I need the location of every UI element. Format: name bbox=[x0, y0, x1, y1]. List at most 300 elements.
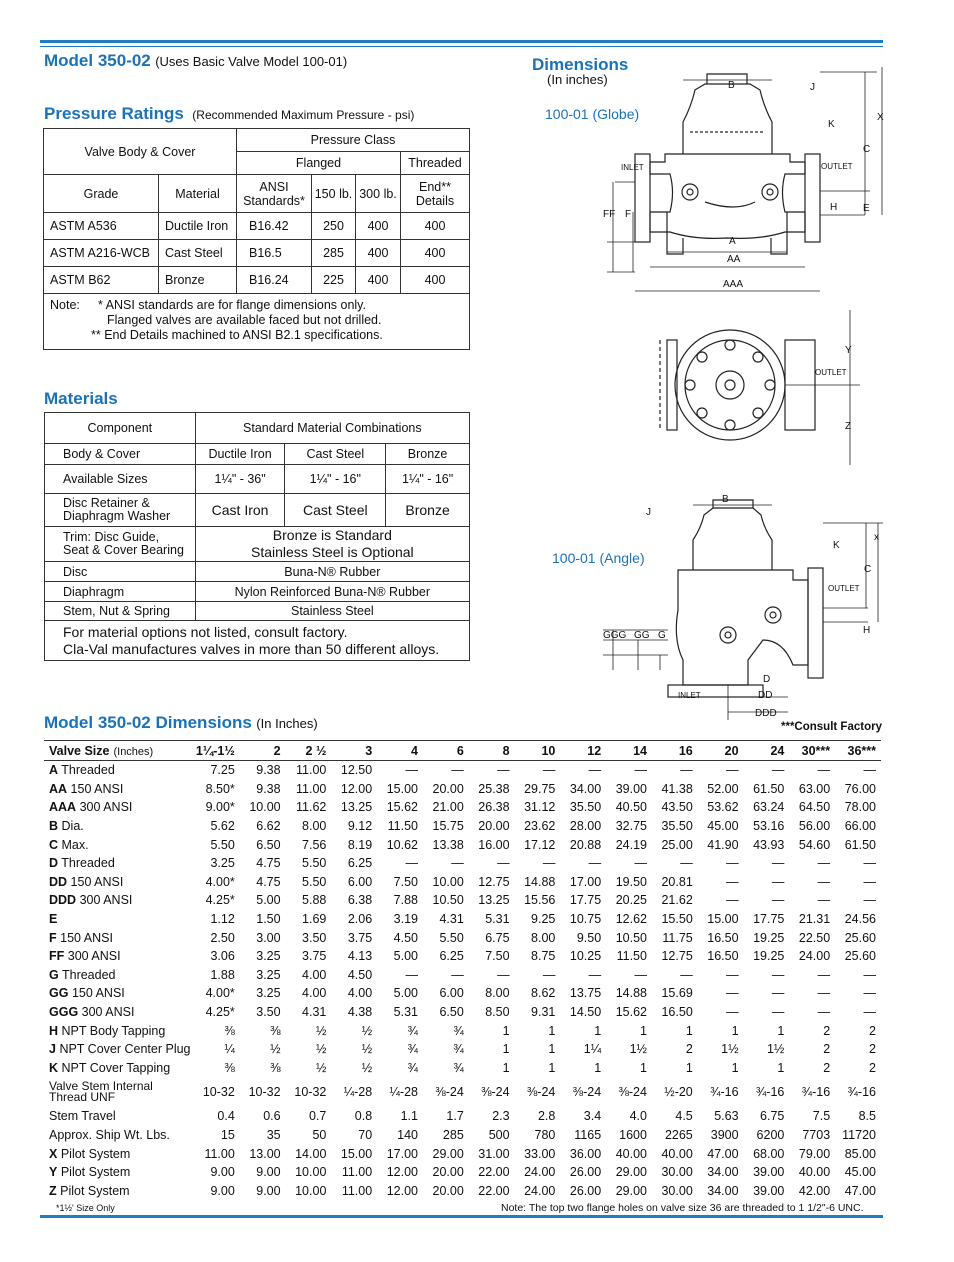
row-value: 42.00 bbox=[798, 1183, 831, 1198]
row-value: ¾ bbox=[453, 1023, 464, 1038]
row-value: 3.25 bbox=[256, 967, 281, 982]
row-value: 1.12 bbox=[210, 912, 235, 927]
row-value: 6.00 bbox=[439, 986, 464, 1001]
row-value: — bbox=[817, 967, 831, 982]
row-value: 9.12 bbox=[347, 819, 373, 834]
row-value: ⅜-24 bbox=[572, 1085, 602, 1100]
row-value: 20.00 bbox=[478, 819, 510, 834]
row-value: — bbox=[451, 967, 464, 982]
size-header: 16 bbox=[652, 741, 698, 761]
row-value: 26.00 bbox=[569, 1183, 602, 1198]
row-value: 20.88 bbox=[569, 837, 602, 852]
row-value: 7.50 bbox=[393, 874, 418, 889]
row-value: 41.90 bbox=[707, 837, 739, 852]
row-value: 31.12 bbox=[524, 800, 556, 815]
row-value: — bbox=[817, 874, 831, 889]
row-value: — bbox=[405, 763, 418, 778]
globe-label: 100-01 (Globe) bbox=[545, 106, 640, 122]
row-code: K bbox=[49, 1060, 59, 1075]
row-value: 9.00* bbox=[205, 800, 235, 815]
row-value: 10.00 bbox=[295, 1165, 327, 1180]
row-value: — bbox=[771, 967, 785, 982]
dim-ddd: DDD bbox=[755, 708, 777, 719]
size-header: 20 bbox=[698, 741, 744, 761]
row-value: 8.50 bbox=[485, 1005, 510, 1020]
model-heading bbox=[44, 51, 347, 71]
h-300: 300 lb. bbox=[356, 175, 401, 213]
row-value: ¾ bbox=[407, 1023, 418, 1038]
trim-label bbox=[45, 527, 196, 562]
p300-cell: 400 bbox=[356, 213, 401, 240]
row-value: — bbox=[634, 856, 647, 871]
row-value: ⅜ bbox=[270, 1060, 281, 1075]
row-value: — bbox=[771, 893, 785, 908]
row-value: — bbox=[863, 874, 876, 889]
row-value: — bbox=[726, 986, 739, 1001]
row-value: ½ bbox=[361, 1023, 373, 1038]
stem-thread-2: Thread UNF bbox=[49, 1090, 116, 1105]
row-value: 11.00 bbox=[341, 1165, 373, 1180]
h-component: Component bbox=[45, 413, 196, 444]
row-value: 6.00 bbox=[347, 874, 373, 889]
row-desc: 300 ANSI bbox=[79, 800, 133, 815]
table-row bbox=[44, 240, 470, 267]
h-material: Material bbox=[159, 175, 237, 213]
row-value: — bbox=[771, 1005, 785, 1020]
size-header: 2 ½ bbox=[286, 741, 332, 761]
dim-ggg: GGG bbox=[603, 630, 627, 641]
size-ductile: 1¼" - 36" bbox=[195, 465, 285, 494]
h-ansi-2: Standards* bbox=[243, 193, 305, 208]
row-label bbox=[44, 1181, 194, 1200]
row-value: 1¼ bbox=[583, 1042, 602, 1057]
row-value: 17.00 bbox=[569, 874, 602, 889]
table-row bbox=[44, 891, 881, 910]
row-value: 15.00 bbox=[386, 781, 418, 796]
row-value: — bbox=[680, 856, 693, 871]
row-value: — bbox=[863, 986, 876, 1001]
row-value: 39.00 bbox=[615, 781, 647, 796]
row-value: 1 bbox=[594, 1060, 602, 1075]
row-value: ⅜-24 bbox=[435, 1085, 464, 1100]
threaded-cell: 400 bbox=[401, 213, 470, 240]
body-cover-label: Body & Cover bbox=[45, 444, 196, 465]
pressure-title: Pressure Ratings bbox=[44, 104, 184, 123]
row-value: 6.25 bbox=[439, 949, 464, 964]
row-value: 11.50 bbox=[387, 819, 418, 834]
table-row bbox=[44, 1003, 881, 1022]
h-end-2: Details bbox=[415, 193, 455, 208]
row-value: 1 bbox=[777, 1060, 785, 1075]
row-value: 34.00 bbox=[707, 1165, 739, 1180]
row-value: 39.00 bbox=[753, 1183, 785, 1198]
cast-steel-col: Cast Steel bbox=[285, 444, 386, 465]
row-value: ½ bbox=[361, 1042, 373, 1057]
row-desc: 150 ANSI bbox=[70, 874, 124, 889]
footnote-left: *1½' Size Only bbox=[56, 1203, 115, 1213]
angle-dim-k: K bbox=[833, 540, 840, 551]
top-rule bbox=[40, 40, 883, 43]
row-value: 13.38 bbox=[432, 837, 464, 852]
row-value: 22.00 bbox=[478, 1183, 510, 1198]
row-value: 780 bbox=[534, 1127, 556, 1142]
row-value: 25.60 bbox=[844, 949, 876, 964]
row-value: 4.00* bbox=[205, 874, 235, 889]
row-label bbox=[44, 1107, 194, 1126]
model-title: Model 350-02 bbox=[44, 51, 151, 70]
row-value: — bbox=[542, 856, 556, 871]
dim-table-subtitle: (In Inches) bbox=[256, 716, 318, 731]
row-label bbox=[44, 910, 194, 929]
grade-cell: ASTM A216-WCB bbox=[44, 240, 159, 267]
row-value: 9.31 bbox=[531, 1005, 556, 1020]
row-value: 7.25 bbox=[210, 763, 235, 778]
row-value: 2.06 bbox=[347, 912, 373, 927]
row-value: — bbox=[451, 856, 464, 871]
row-value: 17.12 bbox=[524, 837, 556, 852]
row-value: 17.75 bbox=[753, 912, 785, 927]
row-value: ½ bbox=[315, 1042, 327, 1057]
row-value: 1 bbox=[502, 1042, 510, 1057]
row-value: 4.5 bbox=[675, 1109, 693, 1124]
row-value: 19.25 bbox=[753, 930, 785, 945]
bronze-col: Bronze bbox=[386, 444, 470, 465]
row-value: 21.62 bbox=[661, 893, 693, 908]
row-value: 20.00 bbox=[432, 781, 464, 796]
row-value: 31.00 bbox=[478, 1146, 510, 1161]
grade-cell: ASTM B62 bbox=[44, 267, 159, 294]
row-desc: Threaded bbox=[61, 967, 116, 982]
row-value: ⅜-24 bbox=[618, 1085, 647, 1100]
table-row bbox=[44, 798, 881, 817]
row-value: — bbox=[771, 874, 785, 889]
row-value: 40.00 bbox=[661, 1146, 693, 1161]
row-value: 40.50 bbox=[615, 800, 647, 815]
row-value: 6.75 bbox=[760, 1109, 785, 1124]
row-value: 4.00 bbox=[302, 986, 327, 1001]
row-value: — bbox=[405, 967, 418, 982]
table-row bbox=[44, 947, 881, 966]
row-value: ¼-28 bbox=[343, 1085, 373, 1100]
row-label bbox=[44, 835, 194, 854]
table-row bbox=[44, 1040, 881, 1059]
row-value: 29.00 bbox=[615, 1165, 647, 1180]
row-value: 5.88 bbox=[302, 893, 327, 908]
row-value: ½-20 bbox=[664, 1085, 693, 1100]
row-value: 3.50 bbox=[302, 930, 327, 945]
row-value: 10-32 bbox=[294, 1085, 327, 1100]
dim-e: E bbox=[863, 203, 870, 214]
table-row bbox=[44, 966, 881, 985]
row-value: 24.00 bbox=[524, 1165, 556, 1180]
size-header: 3 bbox=[331, 741, 377, 761]
disc-retainer-ductile: Cast Iron bbox=[195, 494, 285, 527]
row-value: 7.50 bbox=[485, 949, 510, 964]
row-value: ¾ bbox=[407, 1060, 418, 1075]
row-value: 1 bbox=[502, 1060, 510, 1075]
row-label bbox=[44, 1163, 194, 1182]
row-desc: 150 ANSI bbox=[71, 986, 125, 1001]
row-value: 6.75 bbox=[485, 930, 510, 945]
row-value: 24.00 bbox=[798, 949, 831, 964]
h-flanged: Flanged bbox=[237, 152, 401, 175]
row-value: 1 bbox=[640, 1060, 647, 1075]
row-label bbox=[44, 1021, 194, 1040]
row-value: 35.50 bbox=[661, 819, 693, 834]
row-value: 0.4 bbox=[217, 1109, 235, 1124]
dim-h: H bbox=[830, 202, 838, 213]
row-value: 11.00 bbox=[341, 1183, 373, 1198]
row-value: 16.50 bbox=[707, 949, 739, 964]
row-value: — bbox=[817, 893, 831, 908]
row-code: GG bbox=[49, 986, 69, 1001]
disc-retainer-1: Disc Retainer & bbox=[63, 496, 150, 510]
row-value: 70 bbox=[358, 1127, 373, 1142]
angle-dim-b: B bbox=[722, 494, 729, 505]
row-value: 11720 bbox=[842, 1127, 876, 1142]
row-value: 9.50 bbox=[576, 930, 602, 945]
row-value: 35.50 bbox=[569, 800, 602, 815]
row-value: — bbox=[542, 763, 556, 778]
row-value: 7703 bbox=[802, 1127, 831, 1142]
row-value: 5.62 bbox=[210, 819, 235, 834]
bottom-rule bbox=[40, 1215, 883, 1218]
dim-table-title: Model 350-02 Dimensions bbox=[44, 713, 252, 732]
row-value: 53.16 bbox=[753, 819, 785, 834]
material-cell: Bronze bbox=[159, 267, 237, 294]
row-value: 5.31 bbox=[485, 912, 510, 927]
row-desc: Threaded bbox=[61, 856, 115, 871]
row-value: 1600 bbox=[619, 1127, 647, 1142]
row-value: 11.62 bbox=[296, 800, 327, 815]
top-outlet-label: OUTLET bbox=[815, 368, 847, 377]
row-value: 8.19 bbox=[347, 837, 373, 852]
dim-y: Y bbox=[845, 345, 852, 356]
dim-x: X bbox=[877, 112, 884, 123]
materials-footer bbox=[45, 621, 470, 661]
row-code: AAA bbox=[49, 800, 77, 815]
row-value: 4.50 bbox=[347, 967, 373, 982]
ansi-cell: B16.5 bbox=[237, 240, 312, 267]
row-value: 79.00 bbox=[798, 1146, 831, 1161]
row-value: 8.50* bbox=[205, 781, 235, 796]
row-value: 34.00 bbox=[569, 781, 602, 796]
row-label bbox=[44, 817, 194, 836]
row-value: 14.88 bbox=[615, 986, 647, 1001]
row-value: 1 bbox=[685, 1060, 693, 1075]
row-label bbox=[44, 854, 194, 873]
row-value: 3.25 bbox=[256, 949, 281, 964]
row-value: 9.00 bbox=[256, 1183, 281, 1198]
row-value: 21.31 bbox=[798, 912, 831, 927]
disc-retainer-bronze: Bronze bbox=[386, 494, 470, 527]
row-label bbox=[44, 873, 194, 892]
top-view-drawing bbox=[655, 305, 865, 475]
trim-v2: Stainless Steel is Optional bbox=[251, 544, 414, 560]
row-code: E bbox=[49, 912, 58, 927]
row-value: 9.00 bbox=[256, 1165, 281, 1180]
table-row bbox=[44, 1126, 881, 1145]
dim-gg: GG bbox=[634, 630, 650, 641]
dim-aaa: AAA bbox=[723, 279, 744, 290]
row-value: 20.00 bbox=[432, 1183, 464, 1198]
size-header: 36*** bbox=[835, 741, 881, 761]
threaded-cell: 400 bbox=[401, 267, 470, 294]
row-value: 4.00* bbox=[205, 986, 235, 1001]
row-value: 8.5 bbox=[858, 1109, 876, 1124]
table-row bbox=[44, 854, 881, 873]
row-label bbox=[44, 984, 194, 1003]
size-header: 2 bbox=[240, 741, 286, 761]
size-header: 24 bbox=[744, 741, 790, 761]
table-row bbox=[44, 1181, 881, 1200]
row-value: 5.50 bbox=[439, 930, 464, 945]
row-label bbox=[44, 798, 194, 817]
h-end-1: End** bbox=[419, 179, 451, 194]
row-value: 28.00 bbox=[569, 819, 602, 834]
row-value: 0.7 bbox=[309, 1109, 327, 1124]
row-value: 52.00 bbox=[707, 781, 739, 796]
row-desc: Dia. bbox=[61, 819, 84, 834]
row-value: — bbox=[726, 967, 739, 982]
dim-d: D bbox=[763, 674, 771, 685]
row-value: 2265 bbox=[664, 1127, 693, 1142]
row-value: 50 bbox=[312, 1127, 327, 1142]
size-header: 14 bbox=[606, 741, 652, 761]
row-value: 6200 bbox=[756, 1127, 785, 1142]
h-ansi-1: ANSI bbox=[259, 179, 289, 194]
row-value: 68.00 bbox=[753, 1146, 785, 1161]
row-value: 1 bbox=[685, 1023, 693, 1038]
row-code: DD bbox=[49, 874, 68, 889]
angle-label: 100-01 (Angle) bbox=[552, 550, 645, 566]
row-value: 24.00 bbox=[524, 1183, 556, 1198]
row-value: 8.00 bbox=[531, 930, 556, 945]
row-value: 1 bbox=[502, 1023, 510, 1038]
row-value: 5.00 bbox=[393, 986, 418, 1001]
row-value: 12.75 bbox=[478, 874, 510, 889]
row-value: 19.25 bbox=[753, 949, 785, 964]
row-value: 19.50 bbox=[615, 874, 647, 889]
row-value: 2 bbox=[823, 1060, 831, 1075]
size-header: 1¼-1½ bbox=[194, 741, 240, 761]
row-value: 3.06 bbox=[210, 949, 235, 964]
row-value: 7.5 bbox=[812, 1109, 831, 1124]
row-value: 13.25 bbox=[340, 800, 373, 815]
row-value: 3.19 bbox=[393, 912, 418, 927]
row-value: 9.00 bbox=[210, 1183, 235, 1198]
row-value: 6.50 bbox=[256, 837, 281, 852]
row-value: 39.00 bbox=[753, 1165, 785, 1180]
row-value: — bbox=[863, 1005, 876, 1020]
row-value: 4.00 bbox=[347, 986, 373, 1001]
row-value: ⅜ bbox=[270, 1023, 281, 1038]
row-label bbox=[44, 1126, 194, 1145]
row-value: 29.00 bbox=[432, 1146, 464, 1161]
row-value: 16.50 bbox=[661, 1005, 693, 1020]
row-value: 23.62 bbox=[524, 819, 556, 834]
row-value: 40.00 bbox=[615, 1146, 647, 1161]
row-value: 9.25 bbox=[531, 912, 556, 927]
pressure-subtitle: (Recommended Maximum Pressure - psi) bbox=[192, 108, 415, 122]
row-value: 4.75 bbox=[256, 856, 281, 871]
row-value: 15.69 bbox=[661, 986, 693, 1001]
row-desc: 300 ANSI bbox=[81, 1005, 135, 1020]
p300-cell: 400 bbox=[356, 240, 401, 267]
row-value: — bbox=[726, 893, 739, 908]
dim-z: Z bbox=[845, 421, 852, 432]
row-value: 2 bbox=[823, 1042, 831, 1057]
row-value: 29.75 bbox=[524, 781, 556, 796]
material-cell: Cast Steel bbox=[159, 240, 237, 267]
row-value: 78.00 bbox=[844, 800, 876, 815]
row-value: 8.00 bbox=[302, 819, 327, 834]
row-value: 41.38 bbox=[661, 781, 693, 796]
row-code: X bbox=[49, 1146, 58, 1161]
size-header: 10 bbox=[515, 741, 561, 761]
row-value: 1½ bbox=[629, 1042, 647, 1057]
row-value: — bbox=[817, 763, 831, 778]
row-value: ⅜-24 bbox=[481, 1085, 510, 1100]
row-value: 6.38 bbox=[347, 893, 373, 908]
angle-outlet-label: OUTLET bbox=[828, 584, 860, 593]
row-value: 43.50 bbox=[661, 800, 693, 815]
dim-aa: AA bbox=[727, 254, 741, 265]
table-row bbox=[44, 817, 881, 836]
row-value: 15.62 bbox=[615, 1005, 647, 1020]
note-label: Note: bbox=[50, 298, 80, 312]
row-value: ¾-16 bbox=[847, 1085, 876, 1100]
row-value: — bbox=[497, 856, 510, 871]
row-desc: NPT Body Tapping bbox=[61, 1023, 166, 1038]
row-value: 10-32 bbox=[202, 1085, 235, 1100]
row-value: 13.75 bbox=[569, 986, 602, 1001]
row-value: 35 bbox=[266, 1127, 281, 1142]
row-value: 17.00 bbox=[386, 1146, 418, 1161]
row-value: — bbox=[817, 986, 831, 1001]
row-value: 4.31 bbox=[439, 912, 464, 927]
footnote-right: Note: The top two flange holes on valve size 36 are threaded to 1 1/2"-6 UNC. bbox=[501, 1202, 864, 1214]
row-value: 10-32 bbox=[248, 1085, 281, 1100]
row-value: 8.62 bbox=[531, 986, 556, 1001]
row-value: ¾ bbox=[453, 1060, 464, 1075]
globe-valve-drawing bbox=[595, 62, 890, 300]
row-desc: 300 ANSI bbox=[67, 949, 121, 964]
row-value: 5.50 bbox=[302, 874, 327, 889]
row-value: 9.38 bbox=[256, 781, 281, 796]
row-value: 10.50 bbox=[615, 930, 647, 945]
row-value: 7.88 bbox=[393, 893, 418, 908]
row-value: ½ bbox=[270, 1042, 281, 1057]
row-value: — bbox=[497, 763, 510, 778]
dim-header-row bbox=[44, 741, 881, 761]
row-value: 25.38 bbox=[478, 781, 510, 796]
ductile-iron-col: Ductile Iron bbox=[195, 444, 285, 465]
row-value: 43.93 bbox=[753, 837, 785, 852]
row-value: 25.60 bbox=[844, 930, 876, 945]
row-value: ½ bbox=[361, 1060, 373, 1075]
row-value: ⅜ bbox=[224, 1060, 235, 1075]
row-value: 3.75 bbox=[347, 930, 373, 945]
dim-f: F bbox=[625, 209, 632, 220]
angle-valve-drawing bbox=[598, 490, 888, 720]
disc-retainer-label bbox=[45, 494, 196, 527]
angle-dim-h: H bbox=[863, 625, 871, 636]
row-code: H bbox=[49, 1023, 59, 1038]
row-value: 14.50 bbox=[569, 1005, 602, 1020]
row-code: Z bbox=[49, 1183, 57, 1198]
row-label bbox=[44, 1144, 194, 1163]
